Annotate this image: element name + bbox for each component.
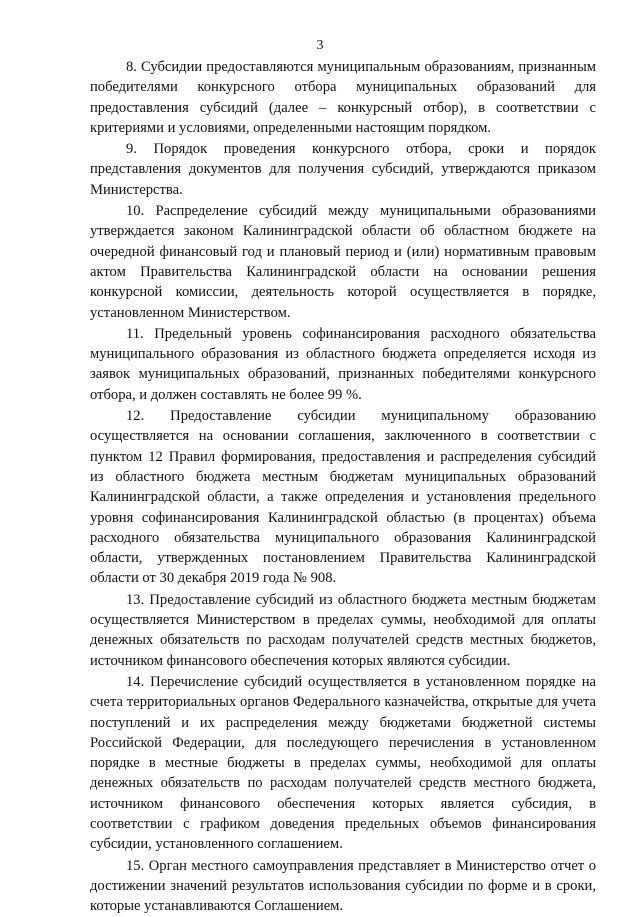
paragraph-12: 12. Предоставление субсидии муниципальному образованию осуществляется на основании соглашения, заключенного в соответствии с пунктом 12 Правил формирования, предоставления и распределения субсидий из областного бюджета местным бюджетам муниципальных образований Калининградской области, а также определения и установления предельного уровня софинансирования Калининградской областью (в процентах) объема расходного обязательства муниципального образования Калининградской области, утвержденных постановлением Правительства Калининградской области от 30 декабря 2019 года № 908. bbox=[90, 408, 596, 587]
document-body bbox=[90, 57, 596, 917]
page-number: 3 bbox=[316, 38, 324, 53]
paragraph-9: 9. Порядок проведения конкурсного отбора, сроки и порядок представления документов для получения субсидий, утверждаются приказом Министерства. bbox=[90, 141, 596, 198]
paragraph-14: 14. Перечисление субсидий осуществляется в установленном порядке на счета территориальных органов Федерального казначейства, открытые для учета поступлений и их распределения между бюджетами бюджетной системы Российской Федерации, для последующего перечисления в установленном порядке в местные бюджеты в пределах суммы, необходимой для оплаты денежных обязательств по расходам получателей средств местного бюджета, источником финансового обеспечения которых является субсидия, в соответствии с графиком доведения предельных объемов финансирования субсидии, установленного соглашением. bbox=[90, 673, 596, 853]
paragraph-13: 13. Предоставление субсидий из областного бюджета местным бюджетам осуществляется Министерством в пределах суммы, необходимой для оплаты денежных обязательств по расходам получателей средств местных бюджетов, источником финансового обеспечения которых являются субсидии. bbox=[90, 591, 596, 669]
paragraph-10: 10. Распределение субсидий между муниципальными образованиями утверждается законом Калининградской области об областном бюджете на очередной финансовый год и плановый период и (или) нормативным правовым актом Правительства Калининградской области на основании решения конкурсной комиссии, деятельность которой осуществляется в порядке, установленном Министерством. bbox=[90, 203, 596, 321]
paragraph-11: 11. Предельный уровень софинансирования расходного обязательства муниципального образования из областного бюджета определяется исходя из заявок муниципальных образований, признанных победителями конкурсного отбора, и должен составлять не более 99 %. bbox=[90, 325, 596, 403]
paragraph-8: 8. Субсидии предоставляются муниципальным образованиям, признанным победителями конкурсного отбора муниципальных образований для предоставления субсидий (далее – конкурсный отбор), в соответствии с критериями и условиями, определенными настоящим порядком. bbox=[90, 59, 596, 136]
paragraph-15: 15. Орган местного самоуправления представляет в Министерство отчет о достижении значений результатов использования субсидии по форме и в сроки, которые устанавливаются Соглашением. bbox=[90, 857, 596, 915]
